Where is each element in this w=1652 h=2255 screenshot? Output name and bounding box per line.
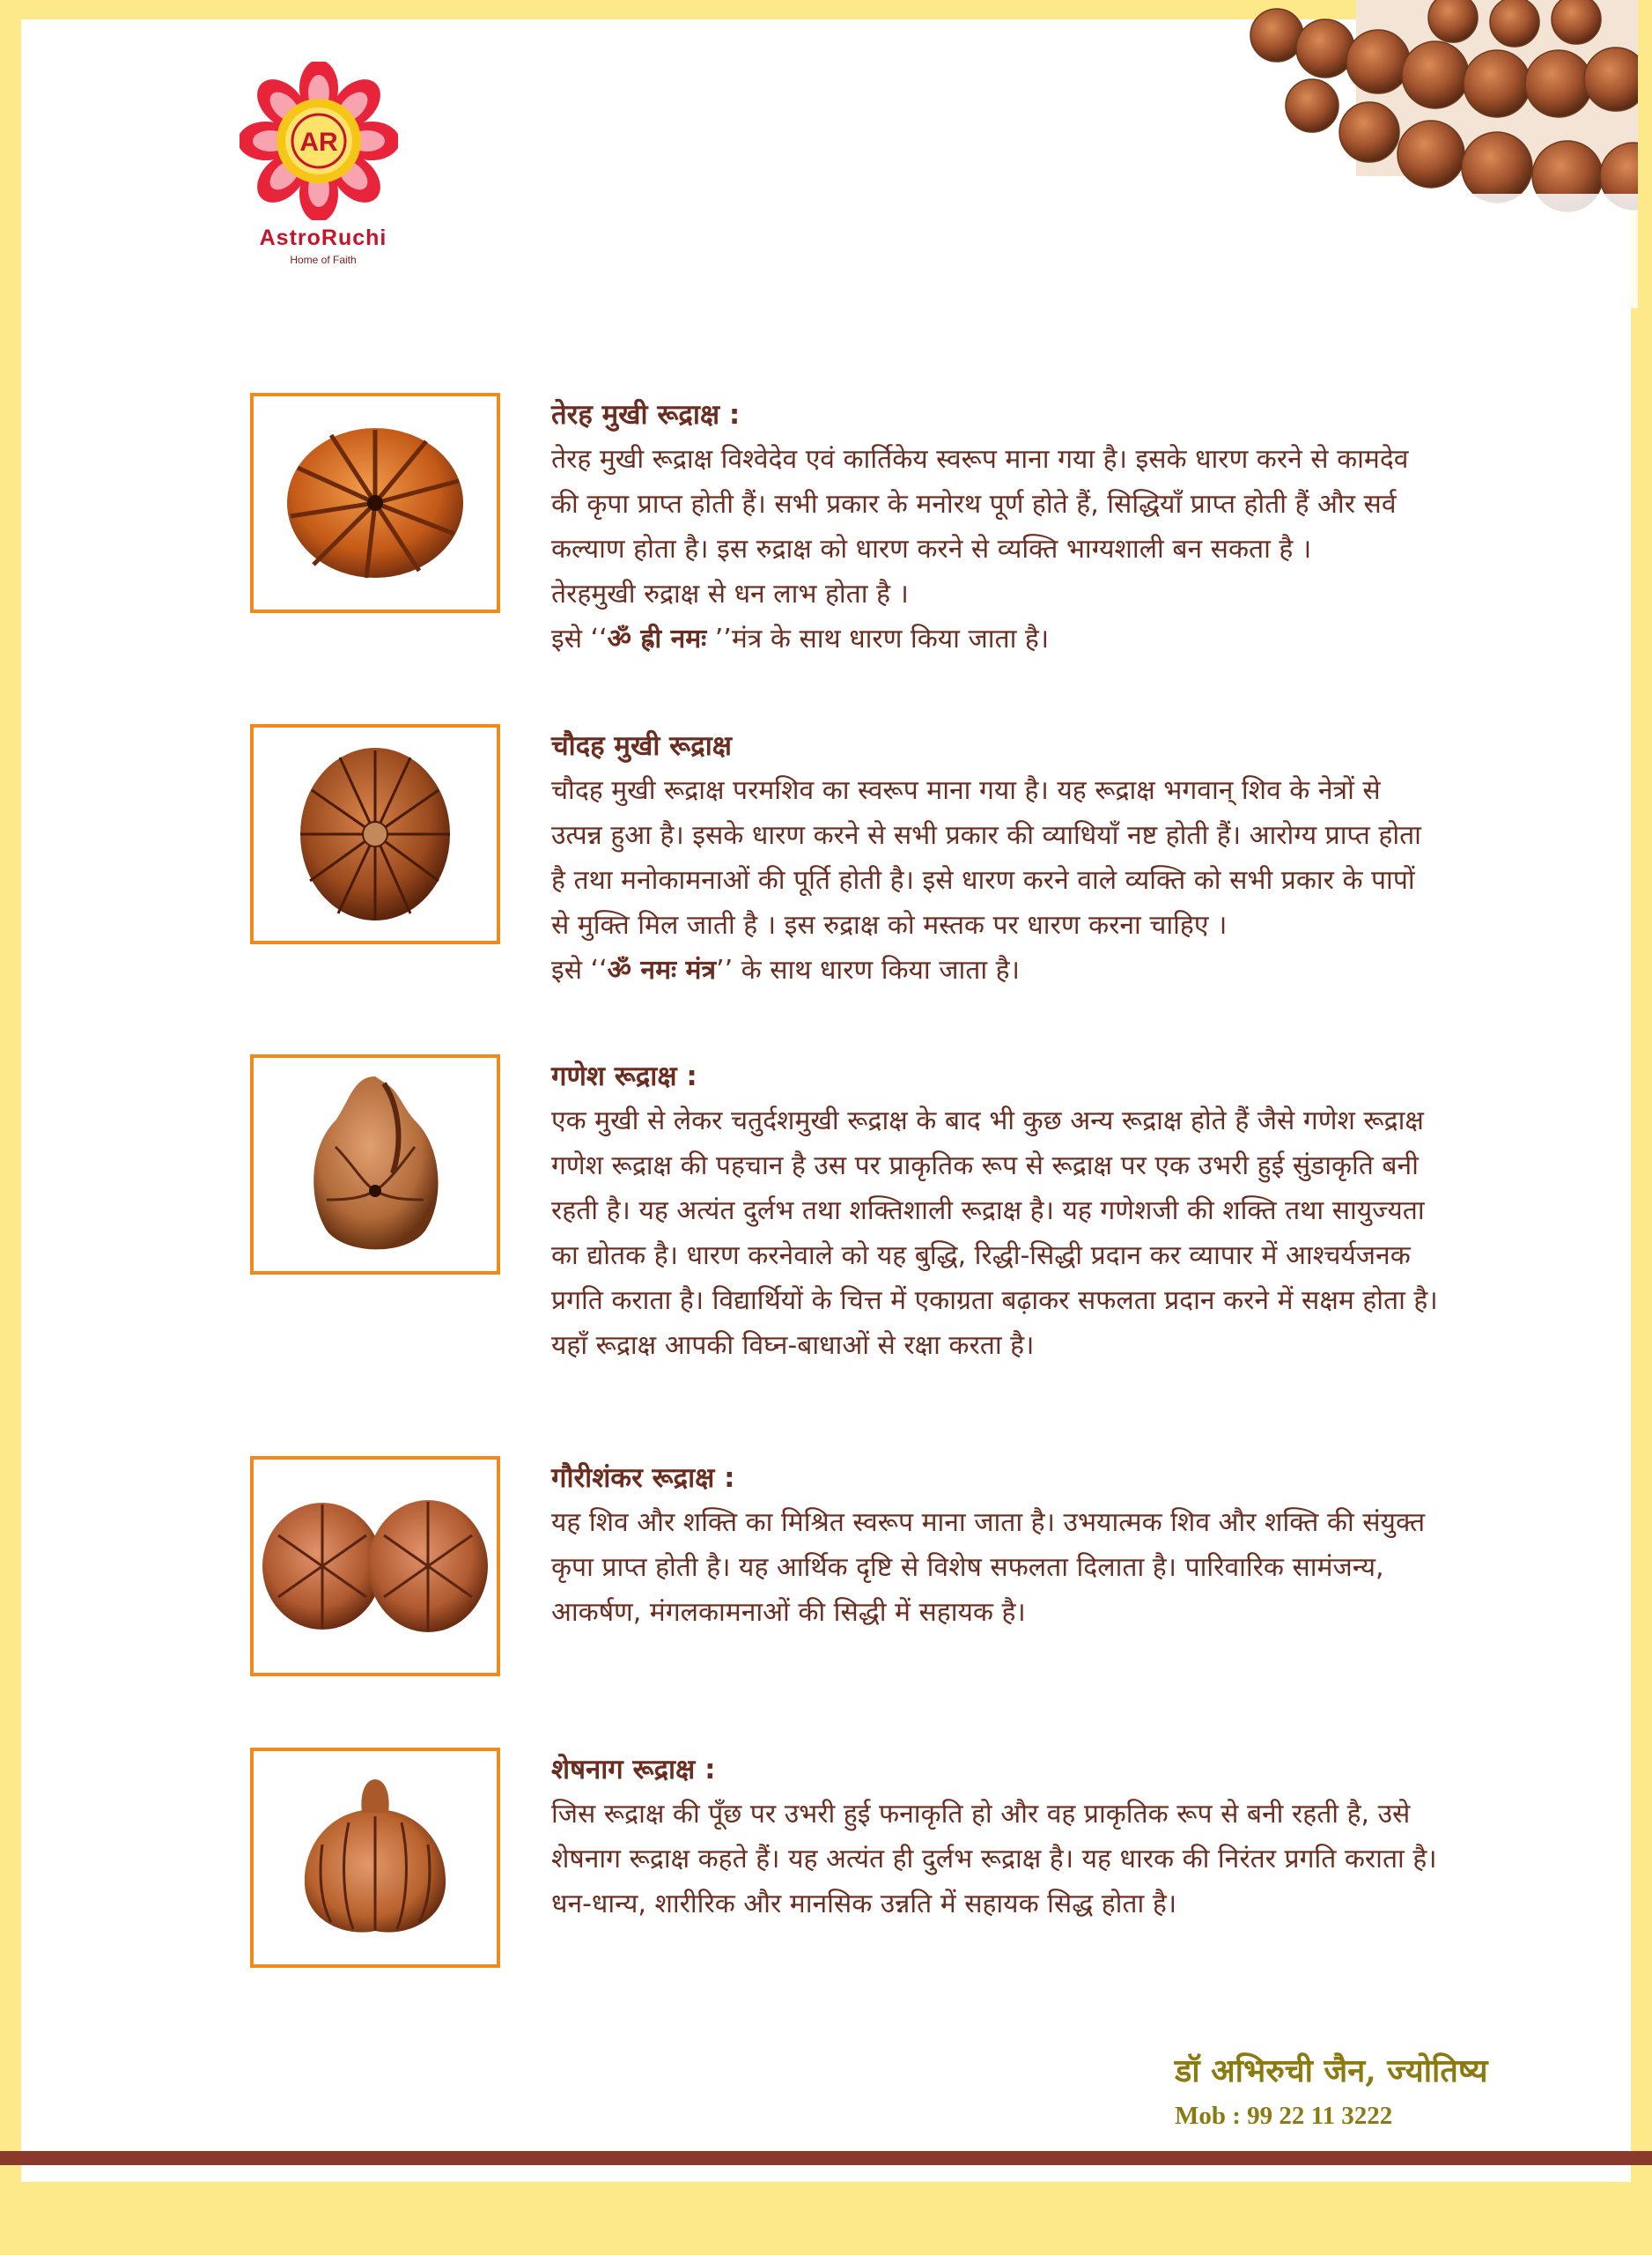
section-text [551, 724, 1538, 993]
image-frame [250, 1748, 500, 1968]
image-frame [250, 724, 500, 944]
image-frame [250, 1054, 500, 1275]
body-line: एक मुखी से लेकर चतुर्दशमुखी रूद्राक्ष के बाद भी कुछ अन्य रूद्राक्ष होते हैं जैसे गणेश रूद्राक्ष [551, 1105, 1424, 1136]
body-line: शेषनाग रूद्राक्ष कहते हैं। यह अत्यंत ही दुर्लभ रूद्राक्ष है। यह धारक की निरंतर प्रगति कराता है। [551, 1844, 1437, 1874]
body-line: का द्योतक है। धारण करनेवाले को यह बुद्धि, रिद्धी-सिद्धी प्रदान कर व्यापार में आश्चर्यजनक [551, 1240, 1411, 1271]
image-frame [250, 1456, 500, 1676]
section-14-mukhi [250, 724, 1553, 986]
rudraksha-sheshnag-icon [296, 1774, 454, 1941]
body-line: आकर्षण, मंगलकामनाओं की सिद्धी में सहायक है। [551, 1597, 1026, 1628]
rudraksha-ganesh-icon [300, 1068, 450, 1261]
rudraksha-gaurishankar-icon [261, 1491, 490, 1641]
body-line: चौदह मुखी रूद्राक्ष परमशिव का स्वरूप माना गया है। यह रूद्राक्ष भगवान् शिव के नेत्रों से [551, 775, 1381, 806]
section-13-mukhi [250, 393, 1553, 654]
body-line: रहती है। यह अत्यंत दुर्लभ तथा शक्तिशाली रूद्राक्ष है। यह गणेशजी की शक्ति तथा सायुज्यता [551, 1195, 1425, 1226]
signature-name: डॉ अभिरुची जैन, ज्योतिष्य [1175, 2052, 1488, 2089]
rudraksha-14-mukhi-icon [287, 742, 463, 927]
body-line: गणेश रूद्राक्ष की पहचान है उस पर प्राकृतिक रूप से रूद्राक्ष पर एक उभरी हुई सुंडाकृति बनी [551, 1150, 1419, 1181]
bottom-border [0, 2183, 1652, 2255]
section-text [551, 1054, 1538, 1368]
body-line: से मुक्ति मिल जाती है । इस रुद्राक्ष को मस्तक पर धारण करना चाहिए । [551, 910, 1228, 941]
svg-text:AR: AR [299, 128, 338, 157]
body-line: तेरह मुखी रूद्राक्ष विश्वेदेव एवं कार्तिकेय स्वरूप माना गया है। इसके धारण करने से कामदेव [551, 444, 1409, 475]
section-ganesh [250, 1054, 1553, 1361]
body-line: प्रगति कराता है। विद्यार्थियों के चित्त में एकाग्रता बढ़ाकर सफलता प्रदान करने में सक्षम होता है। [551, 1285, 1438, 1316]
section-text [551, 1748, 1538, 1926]
section-gaurishankar [250, 1456, 1553, 1685]
section-title: गौरीशंकर रूद्राक्ष : [551, 1462, 735, 1494]
body-line: यह शिव और शक्ति का मिश्रित स्वरूप माना जाता है। उभयात्मक शिव और शक्ति की संयुक्त [551, 1507, 1426, 1538]
body-line: तेरहमुखी रुद्राक्ष से धन लाभ होता है । [551, 579, 909, 610]
section-title: चौदह मुखी रूद्राक्ष [551, 730, 732, 762]
section-title: शेषनाग रूद्राक्ष : [551, 1754, 716, 1786]
body-line: धन-धान्य, शारीरिक और मानसिक उन्नति में सहायक सिद्ध होता है। [551, 1889, 1177, 1919]
section-text [551, 1456, 1538, 1635]
body-line: की कृपा प्राप्त होती हैं। सभी प्रकार के मनोरथ पूर्ण होते हैं, सिद्धियाँ प्राप्त होती हैं और सर्व [551, 489, 1397, 520]
body-line: कृपा प्राप्त होती है। यह आर्थिक दृष्टि से विशेष सफलता दिलाता है। पारिवारिक सामंजन्य, [551, 1552, 1384, 1583]
body-line: जिस रूद्राक्ष की पूँछ पर उभरी हुई फनाकृति हो और वह प्राकृतिक रूप से बनी रहती है, उसे [551, 1799, 1411, 1830]
body-line: है तथा मनोकामनाओं की पूर्ति होती है। इसे धारण करने वाले व्यक्ति को सभी प्रकार के पापों [551, 865, 1415, 896]
signature-mobile: Mob : 99 22 11 3222 [1175, 2102, 1393, 2130]
body-line: उत्पन्न हुआ है। इसके धारण करने से सभी प्रकार की व्याधियाँ नष्ट होती हैं। आरोग्य प्राप्त होता [551, 820, 1421, 851]
section-title: तेरह मुखी रूद्राक्ष : [551, 399, 741, 431]
mantra-text: ॐ नमः मंत्र [607, 955, 717, 986]
section-text [551, 393, 1538, 662]
lotus-logo-icon [240, 62, 398, 220]
image-frame [250, 393, 500, 613]
mantra-text: ॐ ह्री नमः [607, 624, 707, 654]
brand-logo [231, 53, 416, 273]
body-line: कल्याण होता है। इस रुद्राक्ष को धारण करने से व्यक्ति भाग्यशाली बन सकता है । [551, 534, 1312, 565]
body-line: यहाँ रूद्राक्ष आपकी विघ्न-बाधाओं से रक्षा करता है। [551, 1330, 1035, 1361]
rudraksha-beads-decoration [1180, 0, 1638, 308]
brand-name: AstroRuchi [259, 226, 387, 250]
rudraksha-13-mukhi-icon [278, 419, 472, 587]
mantra-line: इसे ‘‘ॐ नमः मंत्र’’ के साथ धारण किया जाता है। [551, 955, 1020, 986]
section-sheshnag [250, 1748, 1553, 1977]
brand-tagline: Home of Faith [290, 254, 357, 266]
mantra-line: इसे ‘‘ॐ ह्री नमः ’’मंत्र के साथ धारण किया जाता है। [551, 624, 1050, 654]
bottom-divider [0, 2151, 1652, 2165]
section-title: गणेश रूद्राक्ष : [551, 1061, 697, 1092]
